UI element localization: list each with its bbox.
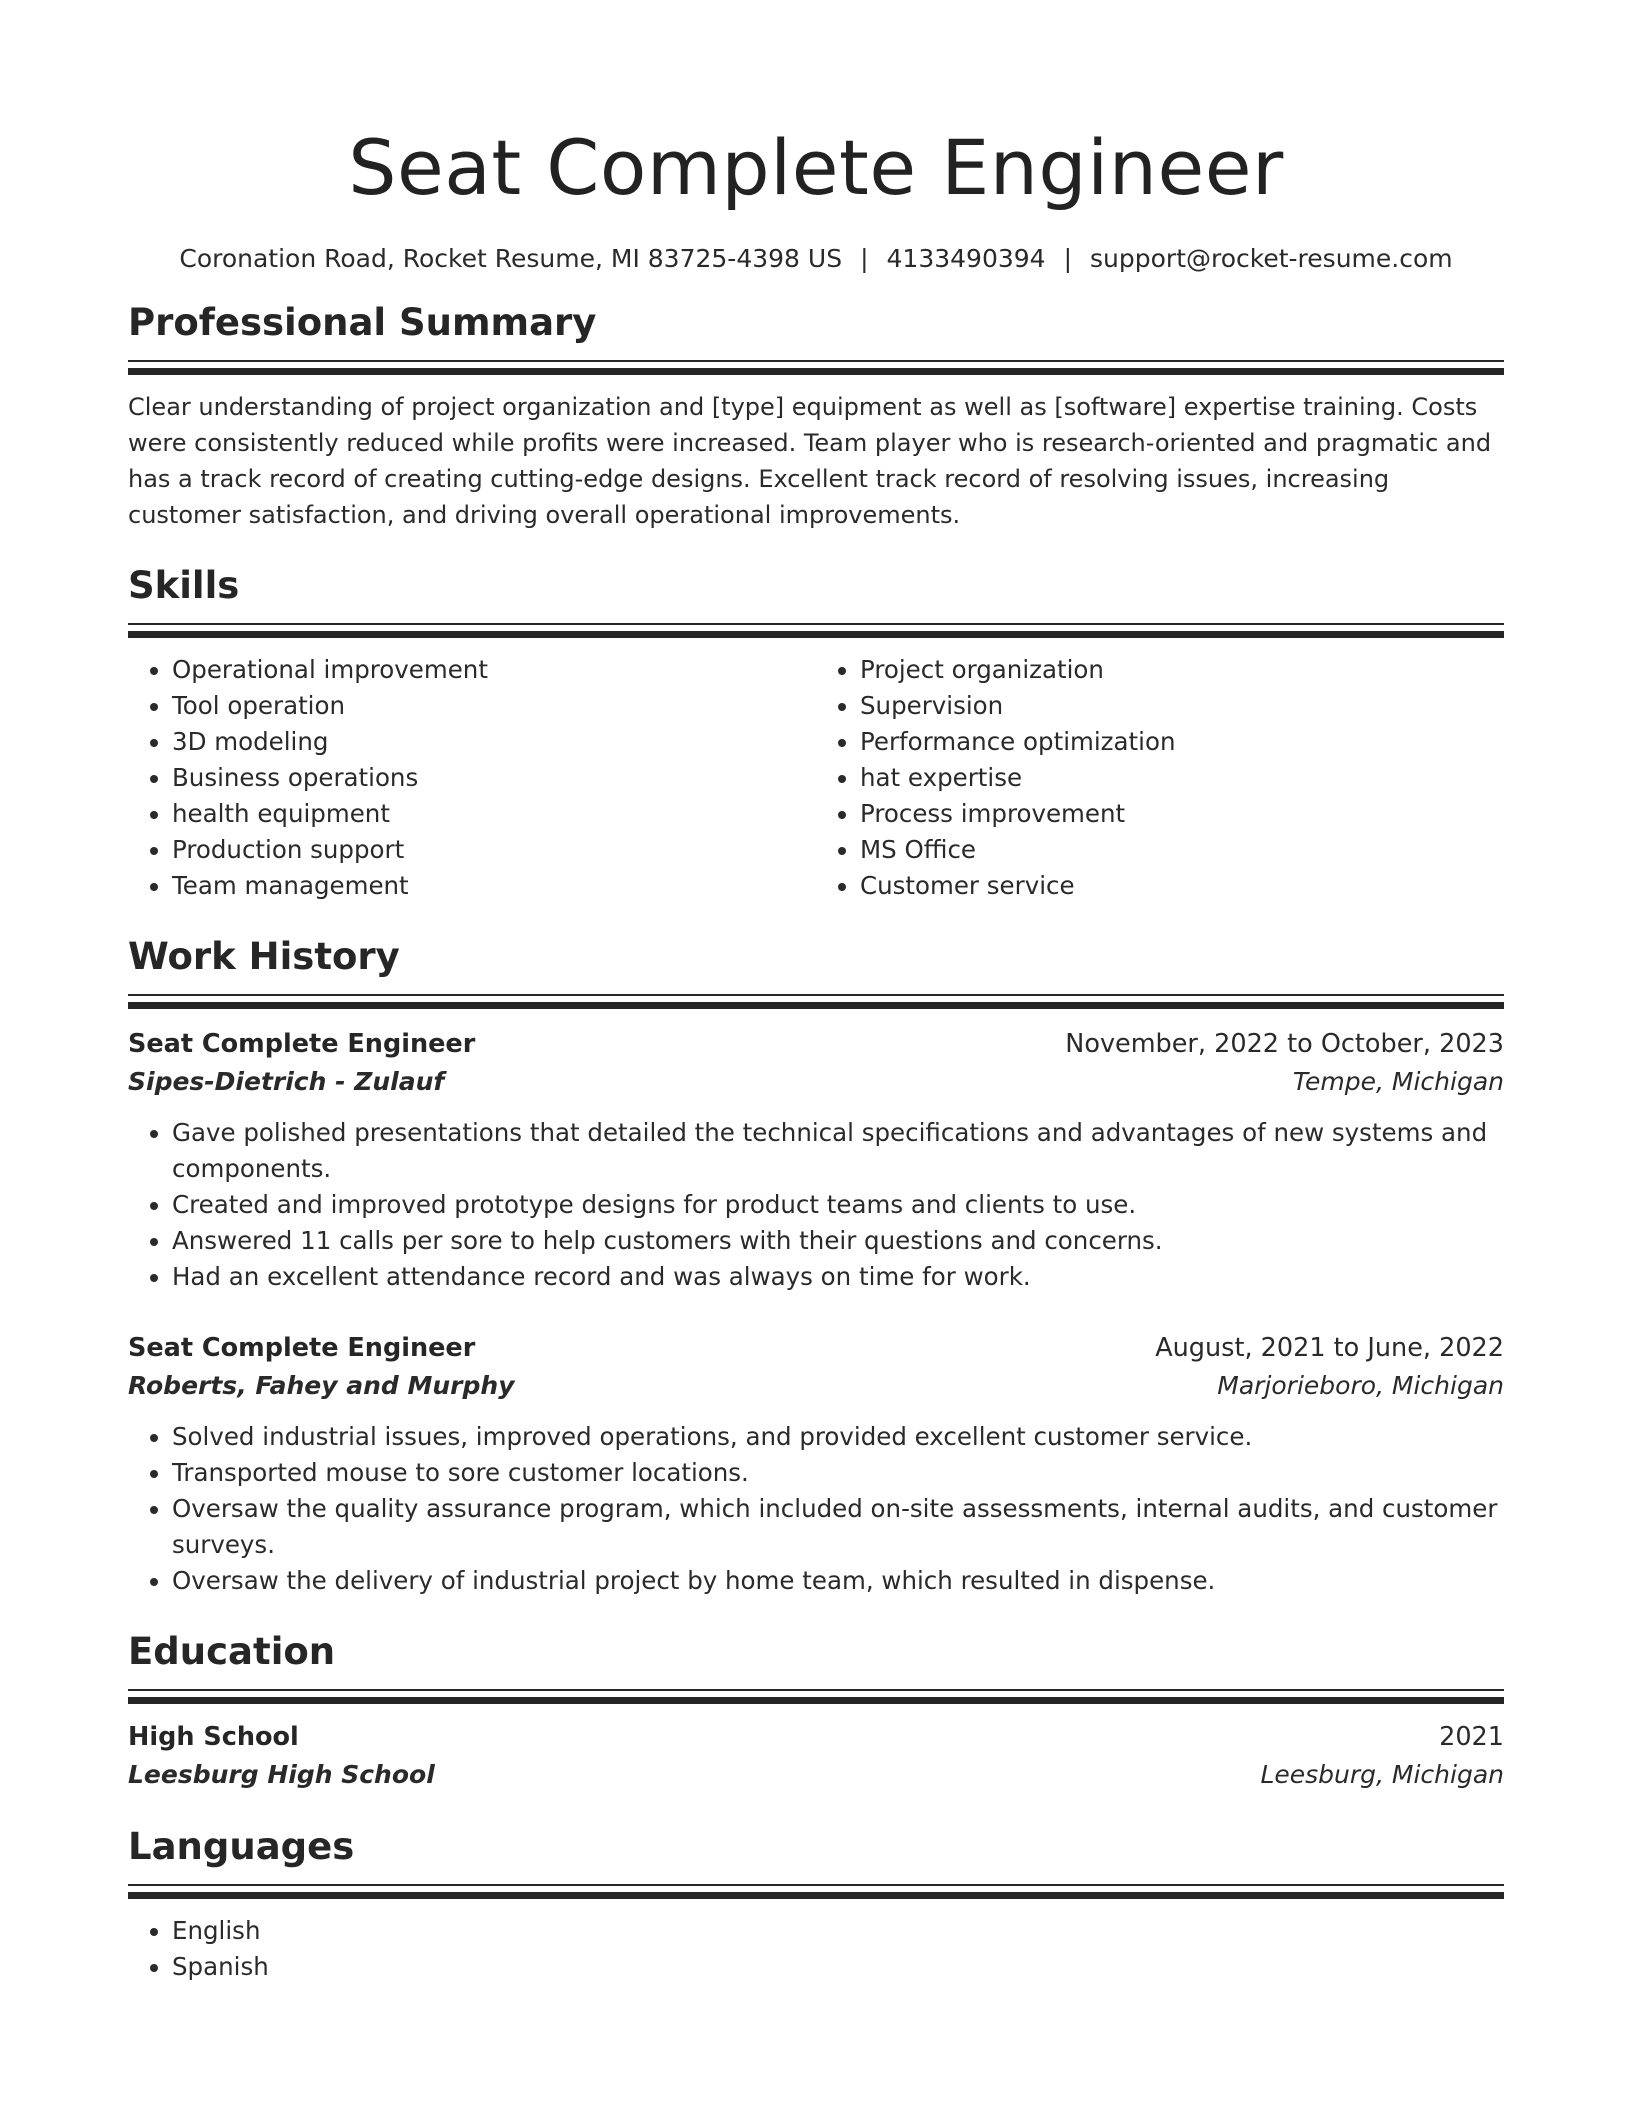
language-item: • Spanish (172, 1949, 1504, 1985)
skill-item: • 3D modeling (172, 724, 816, 760)
candidate-name: Seat Complete Engineer (348, 123, 1284, 212)
contact-phone: 4133490394 (886, 244, 1046, 273)
skill-item: • hat expertise (860, 760, 1504, 796)
job-dates: August, 2021 to June, 2022 (1155, 1333, 1504, 1363)
job-duties-list (128, 1419, 1504, 1599)
skill-item: • Tool operation (172, 688, 816, 724)
skill-item: • Performance optimization (860, 724, 1504, 760)
skill-item: • Process improvement (860, 796, 1504, 832)
job-company-row (128, 1367, 1504, 1405)
job-location: Marjorieboro, Michigan (1217, 1371, 1504, 1400)
languages-block (128, 1913, 1504, 1985)
work-history-heading: Work History (128, 935, 400, 978)
contact-email: support@rocket-resume.com (1090, 244, 1453, 273)
job-company-row (128, 1063, 1504, 1101)
section-divider (128, 360, 1504, 362)
job-duty: • Transported mouse to sore customer locations. (172, 1455, 1504, 1491)
contact-separator: | (860, 244, 869, 273)
education-header-row (128, 1718, 1504, 1756)
education-entry (128, 1718, 1504, 1794)
section-divider-thick (128, 631, 1504, 638)
skill-item: • Supervision (860, 688, 1504, 724)
section-divider (128, 994, 1504, 996)
contact-address: Coronation Road, Rocket Resume, MI 83725-4398 US (179, 244, 843, 273)
section-divider (128, 1884, 1504, 1886)
summary-text: Clear understanding of project organization and [type] equipment as well as [software] expertise training. Costs were consistently reduced while profits were increased. Team player who is research-oriented and pragmatic and has a track record of creating cutting-edge designs. Excellent track record of resolving issues, increasing customer satisfaction, and driving overall operational improvements. (128, 393, 1492, 529)
section-divider-thick (128, 1697, 1504, 1704)
education-location: Leesburg, Michigan (1260, 1760, 1504, 1789)
contact-separator: | (1063, 244, 1073, 273)
education-school-row (128, 1756, 1504, 1794)
section-divider (128, 1689, 1504, 1691)
section-divider-thick (128, 1002, 1504, 1009)
job-title: Seat Complete Engineer (128, 1029, 476, 1059)
job-company: Roberts, Fahey and Murphy (128, 1371, 515, 1400)
language-item: • English (172, 1913, 1504, 1949)
education-school: Leesburg High School (128, 1760, 435, 1789)
job-duty: • Had an excellent attendance record and was always on time for work. (172, 1259, 1504, 1295)
skill-item: • Team management (172, 868, 816, 904)
contact-line (128, 242, 1504, 276)
skills-grid (128, 652, 1504, 904)
job-header-row (128, 1329, 1504, 1367)
job-company: Sipes-Dietrich - Zulauf (128, 1067, 445, 1096)
skill-item: • Customer service (860, 868, 1504, 904)
languages-heading: Languages (128, 1825, 355, 1868)
education-year: 2021 (1439, 1722, 1504, 1752)
education-degree: High School (128, 1722, 299, 1752)
skills-list-right (816, 652, 1504, 904)
skill-item: • MS Office (860, 832, 1504, 868)
job-duty: • Gave polished presentations that detailed the technical specifications and advantages of new systems and components. (172, 1115, 1504, 1187)
skill-item: • Operational improvement (172, 652, 816, 688)
skill-item: • health equipment (172, 796, 816, 832)
summary-heading: Professional Summary (128, 301, 597, 344)
job-title: Seat Complete Engineer (128, 1333, 476, 1363)
job-location: Tempe, Michigan (1292, 1067, 1504, 1096)
work-history-section (128, 932, 1504, 1599)
section-divider-thick (128, 368, 1504, 375)
skill-item: • Production support (172, 832, 816, 868)
skills-column-left (128, 652, 816, 904)
languages-list (128, 1913, 1504, 1985)
skill-item: • Project organization (860, 652, 1504, 688)
education-heading: Education (128, 1630, 336, 1673)
job-duty: • Answered 11 calls per sore to help customers with their questions and concerns. (172, 1223, 1504, 1259)
section-divider-thick (128, 1892, 1504, 1899)
skills-section (128, 561, 1504, 904)
skill-item: • Business operations (172, 760, 816, 796)
job-entry (128, 1025, 1504, 1295)
education-section (128, 1627, 1504, 1794)
skills-list-left (128, 652, 816, 904)
job-entry (128, 1329, 1504, 1599)
job-duty: • Oversaw the quality assurance program, which included on-site assessments, internal audits, and customer surveys. (172, 1491, 1504, 1563)
section-divider (128, 623, 1504, 625)
summary-section (128, 298, 1504, 533)
job-duty: • Created and improved prototype designs for product teams and clients to use. (172, 1187, 1504, 1223)
skills-column-right (816, 652, 1504, 904)
job-dates: November, 2022 to October, 2023 (1065, 1029, 1504, 1059)
job-header-row (128, 1025, 1504, 1063)
job-duties-list (128, 1115, 1504, 1295)
job-duty: • Solved industrial issues, improved operations, and provided excellent customer service. (172, 1419, 1504, 1455)
languages-section (128, 1822, 1504, 1985)
job-duty: • Oversaw the delivery of industrial project by home team, which resulted in dispense. (172, 1563, 1504, 1599)
skills-heading: Skills (128, 564, 240, 607)
